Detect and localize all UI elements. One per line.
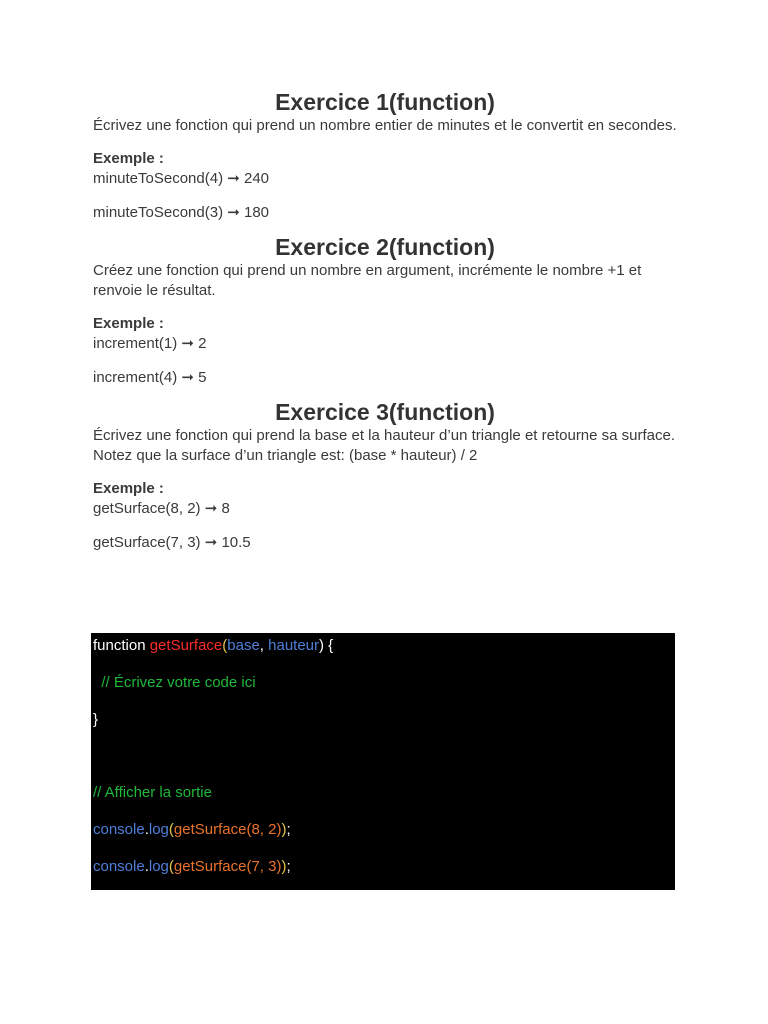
exercise-1-example-label: Exemple : bbox=[93, 150, 164, 167]
call-get-surface-2: getSurface(7, 3) bbox=[173, 858, 282, 875]
code-line-console-log-2 bbox=[93, 857, 291, 877]
paren-close-brace: ) { bbox=[319, 637, 334, 654]
paren-open: ( bbox=[222, 637, 228, 654]
semicolon: ; bbox=[286, 821, 291, 838]
paren-open: ( bbox=[168, 858, 174, 875]
dot: . bbox=[144, 821, 149, 838]
exercise-1-example-2: minuteToSecond(3) ➞ 180 bbox=[93, 204, 270, 221]
exercise-2-example-label: Exemple : bbox=[93, 315, 164, 332]
keyword-function: function bbox=[93, 637, 150, 654]
exercise-2-title: Exercice 2(function) bbox=[275, 234, 495, 260]
exercise-3-example-label: Exemple : bbox=[93, 480, 164, 497]
exercise-2-example-1: increment(1) ➞ 2 bbox=[93, 335, 207, 352]
code-line-body-comment: // Écrivez votre code ici bbox=[93, 674, 256, 691]
code-line-console-log-1 bbox=[93, 820, 291, 840]
exercise-1-example-1: minuteToSecond(4) ➞ 240 bbox=[93, 170, 270, 187]
exercise-3-example-2: getSurface(7, 3) ➞ 10.5 bbox=[93, 534, 251, 551]
exercise-2-example-2: increment(4) ➞ 5 bbox=[93, 369, 207, 386]
function-name: getSurface bbox=[149, 637, 223, 654]
exercise-2-description: Créez une fonction qui prend un nombre en argument, incrémente le nombre +1 et renvoie le résultat. bbox=[93, 262, 642, 299]
paren-close: ) bbox=[281, 821, 287, 838]
exercise-1-title: Exercice 1(function) bbox=[275, 89, 495, 115]
paren-close: ) bbox=[281, 858, 287, 875]
code-line-close-brace: } bbox=[93, 711, 99, 728]
param-base: base bbox=[227, 637, 260, 654]
param-hauteur: hauteur bbox=[268, 637, 320, 654]
exercise-3-description: Écrivez une fonction qui prend la base et la hauteur d’un triangle et retourne sa surface. Notez que la surface d’un triangle est: (base * hauteur) / 2 bbox=[93, 427, 676, 464]
console-object: console bbox=[93, 858, 145, 875]
param-comma: , bbox=[259, 637, 269, 654]
code-block bbox=[91, 633, 675, 890]
exercise-1-description: Écrivez une fonction qui prend un nombre entier de minutes et le convertit en secondes. bbox=[93, 117, 677, 134]
exercise-3-example-1: getSurface(8, 2) ➞ 8 bbox=[93, 500, 230, 517]
paren-open: ( bbox=[168, 821, 174, 838]
document-page bbox=[93, 88, 677, 553]
dot: . bbox=[144, 858, 149, 875]
call-get-surface-1: getSurface(8, 2) bbox=[173, 821, 282, 838]
code-line-function-signature bbox=[93, 636, 333, 656]
exercise-3-title: Exercice 3(function) bbox=[275, 399, 495, 425]
log-method: log bbox=[148, 858, 169, 875]
code-line-output-comment: // Afficher la sortie bbox=[93, 784, 212, 801]
semicolon: ; bbox=[286, 858, 291, 875]
log-method: log bbox=[148, 821, 169, 838]
console-object: console bbox=[93, 821, 145, 838]
